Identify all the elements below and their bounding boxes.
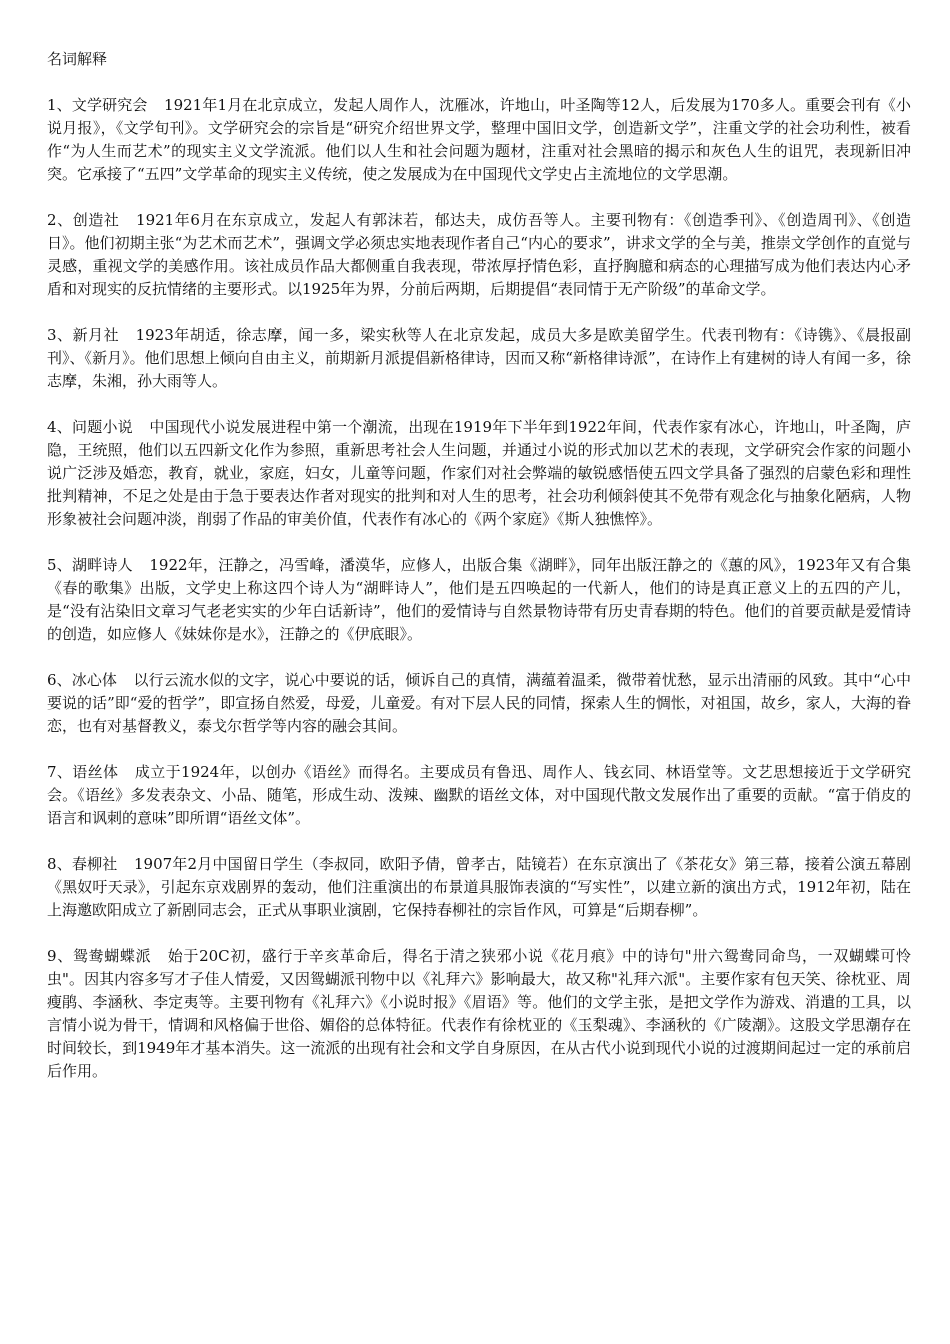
entry-definition: 以行云流水似的文字，说心中要说的话，倾诉自己的真情，满蕴着温柔，微带着忧愁，显示出清丽的风致。其中“心中要说的话”即“爱的哲学”，即宣扬自然爱，母爱，儿童爱。有对下层人民的同情，探索人生的惆怅，对祖国，故乡，家人，大海的眷恋，也有对基督教义，泰戈尔哲学等内容的融会其间。 — [47, 671, 911, 735]
glossary-entry-5 — [47, 554, 911, 646]
glossary-entry-7 — [47, 761, 911, 830]
entry-definition: 1921年6月在东京成立，发起人有郭沫若，郁达夫，成仿吾等人。主要刊物有：《创造季刊》、《创造周刊》、《创造日》。他们初期主张“为艺术而艺术”，强调文学必须忠实地表现作者自己“内心的要求”，讲求文学的全与美，推崇文学创作的直觉与灵感，重视文学的美感作用。该社成员作品大都侧重自我表现，带浓厚抒情色彩，直抒胸臆和病态的心理描写成为他们表达内心矛盾和对现实的反抗情绪的主要形式。以1925年为界，分前后两期，后期提倡“表同情于无产阶级”的革命文学。 — [47, 211, 911, 298]
entry-term: 创造社 — [72, 211, 120, 229]
document-page — [47, 48, 911, 1106]
glossary-entry-4 — [47, 416, 911, 531]
entry-number: 5、 — [47, 556, 72, 574]
entry-number: 3、 — [47, 326, 73, 344]
entry-definition: 1907年2月中国留日学生（李叔同，欧阳予倩，曾孝古，陆镜若）在东京演出了《茶花女》第三幕，接着公演五幕剧《黑奴吁天录》，引起东京戏剧界的轰动，他们注重演出的布景道具服饰表演的“写实性”，以建立新的演出方式，1912年初，陆在上海邀欧阳成立了新剧同志会，正式从事职业演剧，它保持春柳社的宗旨作风，可算是“后期春柳”。 — [47, 855, 911, 919]
glossary-entry-8 — [47, 853, 911, 922]
entry-definition: 1923年胡适，徐志摩，闻一多，梁实秋等人在北京发起，成员大多是欧美留学生。代表刊物有：《诗镌》、《晨报副刊》、《新月》。他们思想上倾向自由主义，前期新月派提倡新格律诗，因而又称“新格律诗派”，在诗作上有建树的诗人有闻一多，徐志摩，朱湘，孙大雨等人。 — [47, 326, 911, 390]
entry-number: 4、 — [47, 418, 72, 436]
glossary-entry-9 — [47, 945, 911, 1083]
glossary-entry-3 — [47, 324, 911, 393]
entry-term: 问题小说 — [72, 418, 133, 436]
page-title: 名词解释 — [47, 50, 108, 68]
entry-term: 春柳社 — [71, 855, 118, 873]
entry-definition: 1921年1月在北京成立，发起人周作人，沈雁冰，许地山，叶圣陶等12人，后发展为170多人。重要会刊有《小说月报》，《文学旬刊》。文学研究会的宗旨是“研究介绍世界文学，整理中国旧文学，创造新文学”，注重文学的社会功利性，被看作“为人生而艺术”的现实主义文学流派。他们以人生和社会问题为题材，注重对社会黑暗的揭示和灰色人生的诅咒，表现新旧冲突。它承接了“五四”文学革命的现实主义传统，使之发展成为在中国现代文学史占主流地位的文学思潮。 — [47, 96, 911, 183]
entry-term: 新月社 — [72, 326, 120, 344]
entry-number: 6、 — [47, 671, 72, 689]
entry-definition: 成立于1924年，以创办《语丝》而得名。主要成员有鲁迅、周作人、钱玄同、林语堂等。文艺思想接近于文学研究会。《语丝》多发表杂文、小品、随笔，形成生动、泼辣、幽默的语丝文体，对中国现代散文发展作出了重要的贡献。“富于俏皮的语言和讽刺的意味”即所谓“语丝文体”。 — [47, 763, 911, 827]
entry-list — [47, 94, 911, 1083]
entry-definition: 中国现代小说发展进程中第一个潮流，出现在1919年下半年到1922年间，代表作家有冰心，许地山，叶圣陶，庐隐，王统照，他们以五四新文化作为参照，重新思考社会人生问题，并通过小说的形式加以艺术的表现，文学研究会作家的问题小说广泛涉及婚恋，教育，就业，家庭，妇女，儿童等问题，作家们对社会弊端的敏锐感悟使五四文学具备了强烈的启蒙色彩和理性批判精神，不足之处是由于急于要表达作者对现实的批判和对人生的思考，社会功利倾斜使其不免带有观念化与抽象化陋病，人物形象被社会问题冲淡，削弱了作品的审美价值，代表作有冰心的《两个家庭》《斯人独憔悴》。 — [47, 418, 912, 528]
glossary-entry-1 — [47, 94, 911, 186]
entry-definition: 始于20C初，盛行于辛亥革命后，得名于清之狭邪小说《花月痕》中的诗句"卅六鸳鸯同命鸟，一双蝴蝶可怜虫"。因其内容多写才子佳人情爱，又因鸳蝴派刊物中以《礼拜六》影响最大，故又称"礼拜六派"。主要作家有包天笑、徐枕亚、周瘦鹃、李涵秋、李定夷等。主要刊物有《礼拜六》《小说时报》《眉语》等。他们的文学主张，是把文学作为游戏、消遣的工具，以言情小说为骨干，情调和风格偏于世俗、媚俗的总体特征。代表作有徐枕亚的《玉梨魂》、李涵秋的《广陵潮》。这股文学思潮存在时间较长，到1949年才基本消失。这一流派的出现有社会和文学自身原因，在从古代小说到现代小说的过渡期间起过一定的承前启后作用。 — [47, 947, 912, 1080]
glossary-entry-6 — [47, 669, 911, 738]
entry-number: 2、 — [47, 211, 73, 229]
entry-term: 湖畔诗人 — [71, 556, 133, 574]
entry-term: 鸳鸯蝴蝶派 — [72, 947, 152, 965]
entry-definition: 1922年，汪静之，冯雪峰，潘漠华，应修人，出版合集《湖畔》，同年出版汪静之的《蕙的风》，1923年又有合集《春的歌集》出版，文学史上称这四个诗人为“湖畔诗人”，他们是五四唤起的一代新人，他们的诗是真正意义上的五四的产儿，是“没有沾染旧文章习气老老实实的少年白话新诗”，他们的爱情诗与自然景物诗带有历史青春期的特色。他们的首要贡献是爱情诗的创造，如应修人《妹妹你是水》，汪静之的《伊底眼》。 — [47, 556, 911, 643]
entry-term: 语丝体 — [72, 763, 119, 781]
entry-number: 9、 — [47, 947, 73, 965]
entry-term: 文学研究会 — [71, 96, 148, 114]
entry-number: 7、 — [47, 763, 73, 781]
entry-number: 1、 — [47, 96, 72, 114]
entry-number: 8、 — [47, 855, 72, 873]
entry-term: 冰心体 — [71, 671, 118, 689]
glossary-entry-2 — [47, 209, 911, 301]
